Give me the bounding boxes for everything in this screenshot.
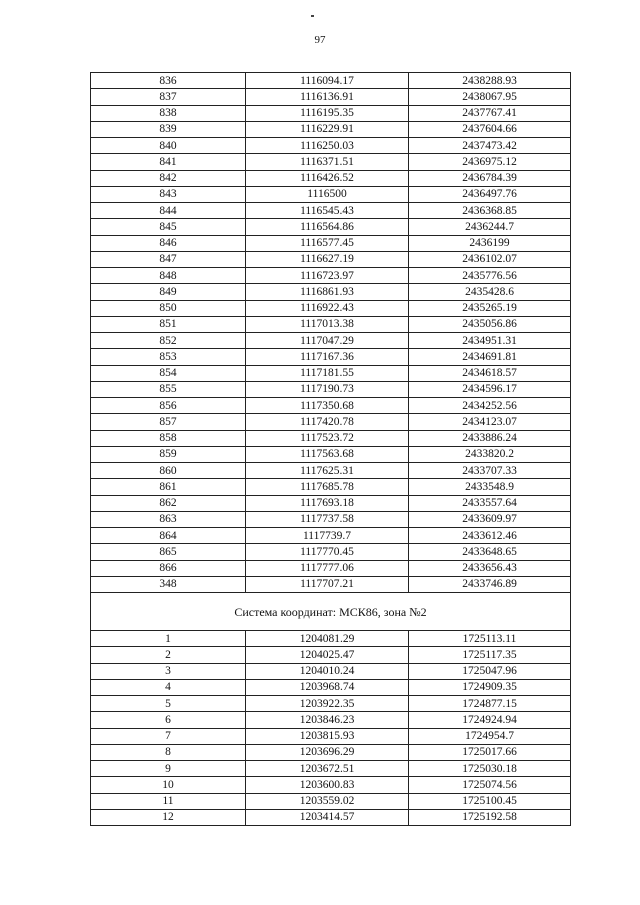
point-number-cell: 837 — [91, 89, 246, 105]
point-number-cell: 859 — [91, 446, 246, 462]
x-coordinate-cell: 1203672.51 — [246, 761, 409, 777]
x-coordinate-cell: 1116723.97 — [246, 268, 409, 284]
x-coordinate-cell: 1116250.03 — [246, 138, 409, 154]
coordinates-table — [90, 72, 571, 826]
x-coordinate-cell: 1203846.23 — [246, 712, 409, 728]
table-row — [91, 170, 571, 186]
y-coordinate-cell: 2434951.31 — [409, 333, 571, 349]
table-row — [91, 761, 571, 777]
table-row — [91, 89, 571, 105]
point-number-cell: 4 — [91, 679, 246, 695]
table-row — [91, 138, 571, 154]
x-coordinate-cell: 1117685.78 — [246, 479, 409, 495]
y-coordinate-cell: 1724877.15 — [409, 696, 571, 712]
y-coordinate-cell: 2435056.86 — [409, 316, 571, 332]
point-number-cell: 2 — [91, 647, 246, 663]
x-coordinate-cell: 1203922.35 — [246, 696, 409, 712]
table-row — [91, 576, 571, 592]
table-row — [91, 235, 571, 251]
x-coordinate-cell: 1117739.7 — [246, 528, 409, 544]
point-number-cell: 843 — [91, 186, 246, 202]
x-coordinate-cell: 1203600.83 — [246, 777, 409, 793]
y-coordinate-cell: 2436244.7 — [409, 219, 571, 235]
point-number-cell: 8 — [91, 744, 246, 760]
y-coordinate-cell: 2434123.07 — [409, 414, 571, 430]
table-row — [91, 809, 571, 825]
y-coordinate-cell: 2435265.19 — [409, 300, 571, 316]
y-coordinate-cell: 1725192.58 — [409, 809, 571, 825]
y-coordinate-cell: 2434618.57 — [409, 365, 571, 381]
y-coordinate-cell: 2433886.24 — [409, 430, 571, 446]
x-coordinate-cell: 1203559.02 — [246, 793, 409, 809]
y-coordinate-cell: 2434596.17 — [409, 381, 571, 397]
x-coordinate-cell: 1116861.93 — [246, 284, 409, 300]
y-coordinate-cell: 2438288.93 — [409, 73, 571, 89]
x-coordinate-cell: 1117190.73 — [246, 381, 409, 397]
x-coordinate-cell: 1117181.55 — [246, 365, 409, 381]
x-coordinate-cell: 1204081.29 — [246, 631, 409, 647]
table-row — [91, 186, 571, 202]
y-coordinate-cell: 1724909.35 — [409, 679, 571, 695]
point-number-cell: 861 — [91, 479, 246, 495]
point-number-cell: 851 — [91, 316, 246, 332]
y-coordinate-cell: 1724954.7 — [409, 728, 571, 744]
point-number-cell: 9 — [91, 761, 246, 777]
y-coordinate-cell: 2437767.41 — [409, 105, 571, 121]
x-coordinate-cell: 1117420.78 — [246, 414, 409, 430]
table-row — [91, 679, 571, 695]
point-number-cell: 839 — [91, 121, 246, 137]
table-row — [91, 728, 571, 744]
point-number-cell: 10 — [91, 777, 246, 793]
table-body-part-2 — [91, 631, 571, 826]
table-row — [91, 203, 571, 219]
x-coordinate-cell: 1116564.86 — [246, 219, 409, 235]
point-number-cell: 841 — [91, 154, 246, 170]
y-coordinate-cell: 2437604.66 — [409, 121, 571, 137]
point-number-cell: 865 — [91, 544, 246, 560]
table-row — [91, 381, 571, 397]
point-number-cell: 862 — [91, 495, 246, 511]
table-row — [91, 284, 571, 300]
table-row — [91, 696, 571, 712]
table-row — [91, 154, 571, 170]
page-number: 97 — [314, 34, 326, 46]
point-number-cell: 855 — [91, 381, 246, 397]
y-coordinate-cell: 2433557.64 — [409, 495, 571, 511]
y-coordinate-cell: 1725117.35 — [409, 647, 571, 663]
point-number-cell: 857 — [91, 414, 246, 430]
table-row — [91, 528, 571, 544]
x-coordinate-cell: 1116627.19 — [246, 251, 409, 267]
x-coordinate-cell: 1203414.57 — [246, 809, 409, 825]
y-coordinate-cell: 2433707.33 — [409, 463, 571, 479]
y-coordinate-cell: 2433612.46 — [409, 528, 571, 544]
table-row — [91, 73, 571, 89]
point-number-cell: 856 — [91, 398, 246, 414]
point-number-cell: 348 — [91, 576, 246, 592]
table-row — [91, 219, 571, 235]
x-coordinate-cell: 1116545.43 — [246, 203, 409, 219]
table-row — [91, 647, 571, 663]
point-number-cell: 863 — [91, 511, 246, 527]
y-coordinate-cell: 2433548.9 — [409, 479, 571, 495]
x-coordinate-cell: 1116371.51 — [246, 154, 409, 170]
x-coordinate-cell: 1203696.29 — [246, 744, 409, 760]
scan-speck — [311, 15, 314, 17]
point-number-cell: 836 — [91, 73, 246, 89]
x-coordinate-cell: 1117707.21 — [246, 576, 409, 592]
x-coordinate-cell: 1117770.45 — [246, 544, 409, 560]
x-coordinate-cell: 1117523.72 — [246, 430, 409, 446]
point-number-cell: 849 — [91, 284, 246, 300]
point-number-cell: 864 — [91, 528, 246, 544]
y-coordinate-cell: 2433746.89 — [409, 576, 571, 592]
table-row — [91, 777, 571, 793]
y-coordinate-cell: 2433656.43 — [409, 560, 571, 576]
point-number-cell: 860 — [91, 463, 246, 479]
table-row — [91, 105, 571, 121]
point-number-cell: 850 — [91, 300, 246, 316]
point-number-cell: 846 — [91, 235, 246, 251]
table-row — [91, 793, 571, 809]
point-number-cell: 847 — [91, 251, 246, 267]
y-coordinate-cell: 2436497.76 — [409, 186, 571, 202]
point-number-cell: 848 — [91, 268, 246, 284]
x-coordinate-cell: 1116094.17 — [246, 73, 409, 89]
y-coordinate-cell: 2438067.95 — [409, 89, 571, 105]
y-coordinate-cell: 2435776.56 — [409, 268, 571, 284]
table-body-part-1 — [91, 73, 571, 593]
point-number-cell: 853 — [91, 349, 246, 365]
table-row — [91, 544, 571, 560]
point-number-cell: 12 — [91, 809, 246, 825]
x-coordinate-cell: 1116136.91 — [246, 89, 409, 105]
point-number-cell: 866 — [91, 560, 246, 576]
table-row — [91, 511, 571, 527]
point-number-cell: 11 — [91, 793, 246, 809]
x-coordinate-cell: 1117777.06 — [246, 560, 409, 576]
x-coordinate-cell: 1117737.58 — [246, 511, 409, 527]
table-row — [91, 495, 571, 511]
y-coordinate-cell: 1725113.11 — [409, 631, 571, 647]
section-header-body — [91, 593, 571, 631]
table-row — [91, 251, 571, 267]
table-row — [91, 479, 571, 495]
y-coordinate-cell: 2434691.81 — [409, 349, 571, 365]
x-coordinate-cell: 1116500 — [246, 186, 409, 202]
section-header-row — [91, 593, 571, 631]
y-coordinate-cell: 2436975.12 — [409, 154, 571, 170]
point-number-cell: 854 — [91, 365, 246, 381]
x-coordinate-cell: 1204010.24 — [246, 663, 409, 679]
point-number-cell: 838 — [91, 105, 246, 121]
table-row — [91, 349, 571, 365]
y-coordinate-cell: 2433820.2 — [409, 446, 571, 462]
table-row — [91, 744, 571, 760]
table-row — [91, 333, 571, 349]
x-coordinate-cell: 1117047.29 — [246, 333, 409, 349]
section-title: Система координат: МСК86, зона №2 — [91, 593, 571, 631]
x-coordinate-cell: 1117350.68 — [246, 398, 409, 414]
table-row — [91, 430, 571, 446]
y-coordinate-cell: 1725074.56 — [409, 777, 571, 793]
point-number-cell: 852 — [91, 333, 246, 349]
y-coordinate-cell: 2436102.07 — [409, 251, 571, 267]
y-coordinate-cell: 1725017.66 — [409, 744, 571, 760]
y-coordinate-cell: 2433609.97 — [409, 511, 571, 527]
y-coordinate-cell: 2435428.6 — [409, 284, 571, 300]
table-row — [91, 398, 571, 414]
point-number-cell: 840 — [91, 138, 246, 154]
point-number-cell: 845 — [91, 219, 246, 235]
table-row — [91, 414, 571, 430]
table-row — [91, 316, 571, 332]
point-number-cell: 1 — [91, 631, 246, 647]
table-row — [91, 121, 571, 137]
x-coordinate-cell: 1116426.52 — [246, 170, 409, 186]
x-coordinate-cell: 1203968.74 — [246, 679, 409, 695]
table-row — [91, 463, 571, 479]
y-coordinate-cell: 2434252.56 — [409, 398, 571, 414]
table-row — [91, 712, 571, 728]
point-number-cell: 5 — [91, 696, 246, 712]
x-coordinate-cell: 1116577.45 — [246, 235, 409, 251]
y-coordinate-cell: 2433648.65 — [409, 544, 571, 560]
x-coordinate-cell: 1204025.47 — [246, 647, 409, 663]
y-coordinate-cell: 2436199 — [409, 235, 571, 251]
table-row — [91, 560, 571, 576]
x-coordinate-cell: 1117013.38 — [246, 316, 409, 332]
x-coordinate-cell: 1117693.18 — [246, 495, 409, 511]
y-coordinate-cell: 1725030.18 — [409, 761, 571, 777]
x-coordinate-cell: 1116229.91 — [246, 121, 409, 137]
x-coordinate-cell: 1116922.43 — [246, 300, 409, 316]
y-coordinate-cell: 2437473.42 — [409, 138, 571, 154]
table-row — [91, 365, 571, 381]
table-row — [91, 446, 571, 462]
x-coordinate-cell: 1203815.93 — [246, 728, 409, 744]
point-number-cell: 858 — [91, 430, 246, 446]
y-coordinate-cell: 1725100.45 — [409, 793, 571, 809]
table-row — [91, 663, 571, 679]
point-number-cell: 7 — [91, 728, 246, 744]
point-number-cell: 6 — [91, 712, 246, 728]
x-coordinate-cell: 1117563.68 — [246, 446, 409, 462]
table-row — [91, 631, 571, 647]
table-row — [91, 300, 571, 316]
y-coordinate-cell: 1724924.94 — [409, 712, 571, 728]
y-coordinate-cell: 2436368.85 — [409, 203, 571, 219]
point-number-cell: 842 — [91, 170, 246, 186]
y-coordinate-cell: 1725047.96 — [409, 663, 571, 679]
table-row — [91, 268, 571, 284]
y-coordinate-cell: 2436784.39 — [409, 170, 571, 186]
x-coordinate-cell: 1117625.31 — [246, 463, 409, 479]
x-coordinate-cell: 1116195.35 — [246, 105, 409, 121]
point-number-cell: 3 — [91, 663, 246, 679]
point-number-cell: 844 — [91, 203, 246, 219]
x-coordinate-cell: 1117167.36 — [246, 349, 409, 365]
